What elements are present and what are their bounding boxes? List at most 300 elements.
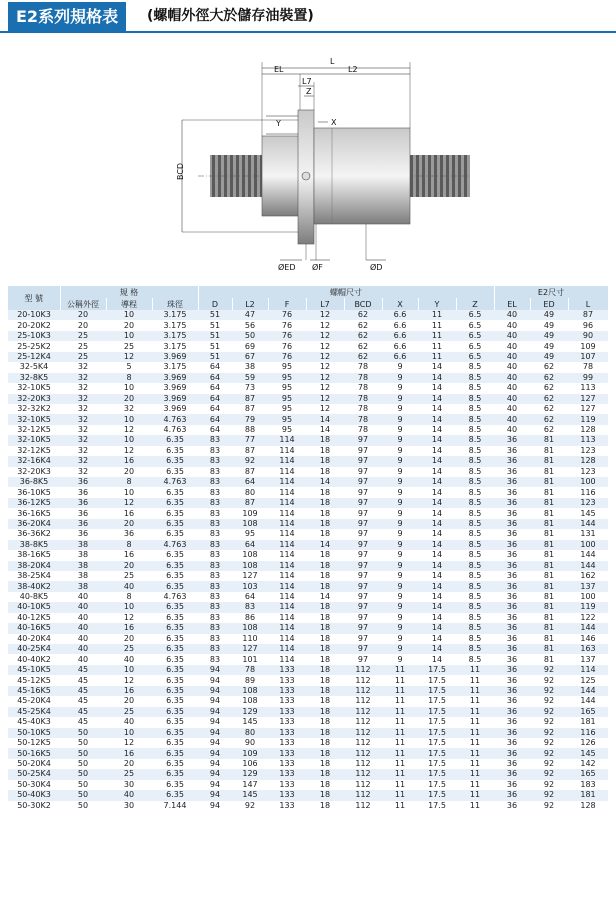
table-cell: 12 <box>106 498 152 508</box>
table-cell: 62 <box>530 394 568 404</box>
table-cell: 16 <box>106 456 152 466</box>
table-cell: 112 <box>344 728 382 738</box>
table-cell: 122 <box>568 613 608 623</box>
table-cell: 94 <box>198 707 232 717</box>
table-cell: 78 <box>344 425 382 435</box>
table-cell: 112 <box>344 665 382 675</box>
table-cell: 97 <box>344 446 382 456</box>
table-cell: 3.175 <box>152 341 198 351</box>
table-cell: 81 <box>530 613 568 623</box>
table-cell: 100 <box>568 540 608 550</box>
table-cell: 83 <box>198 487 232 497</box>
table-cell: 3.175 <box>152 310 198 320</box>
table-cell: 112 <box>344 686 382 696</box>
column-header: 導程 <box>106 298 152 310</box>
table-cell: 40 <box>494 310 530 320</box>
table-cell: 50 <box>60 728 106 738</box>
table-cell: 103 <box>232 581 268 591</box>
table-cell: 17.5 <box>418 728 456 738</box>
table-cell: 36 <box>494 769 530 779</box>
table-cell: 62 <box>530 414 568 424</box>
table-cell: 9 <box>382 487 418 497</box>
table-cell: 114 <box>268 592 306 602</box>
table-cell: 127 <box>232 571 268 581</box>
table-cell: 25 <box>106 571 152 581</box>
table-cell: 83 <box>198 644 232 654</box>
model-cell: 38-25K4 <box>8 571 60 581</box>
column-header: D <box>198 298 232 310</box>
table-cell: 107 <box>568 352 608 362</box>
table-cell: 40 <box>60 623 106 633</box>
table-cell: 8 <box>106 540 152 550</box>
table-cell: 12 <box>306 373 344 383</box>
table-row <box>8 508 608 518</box>
table-cell: 9 <box>382 519 418 529</box>
table-cell: 18 <box>306 759 344 769</box>
table-cell: 56 <box>232 320 268 330</box>
table-cell: 94 <box>198 696 232 706</box>
table-row <box>8 686 608 696</box>
table-cell: 10 <box>106 665 152 675</box>
table-cell: 113 <box>568 435 608 445</box>
table-cell: 6.35 <box>152 634 198 644</box>
table-cell: 6.35 <box>152 728 198 738</box>
table-cell: 12 <box>106 352 152 362</box>
table-cell: 97 <box>344 456 382 466</box>
table-cell: 36 <box>494 477 530 487</box>
table-cell: 14 <box>306 477 344 487</box>
table-cell: 17.5 <box>418 801 456 811</box>
table-cell: 6.35 <box>152 790 198 800</box>
table-cell: 119 <box>568 414 608 424</box>
table-cell: 83 <box>198 519 232 529</box>
table-cell: 64 <box>198 383 232 393</box>
table-cell: 50 <box>60 790 106 800</box>
table-cell: 14 <box>418 425 456 435</box>
table-cell: 112 <box>344 759 382 769</box>
table-cell: 8.5 <box>456 644 494 654</box>
table-cell: 10 <box>106 435 152 445</box>
table-cell: 40 <box>494 341 530 351</box>
table-row <box>8 320 608 330</box>
table-cell: 18 <box>306 571 344 581</box>
table-cell: 145 <box>232 790 268 800</box>
table-cell: 7.144 <box>152 801 198 811</box>
table-cell: 6.35 <box>152 550 198 560</box>
table-cell: 36 <box>494 498 530 508</box>
model-cell: 32-10K5 <box>8 435 60 445</box>
table-cell: 109 <box>232 748 268 758</box>
table-cell: 36 <box>494 446 530 456</box>
table-cell: 112 <box>344 780 382 790</box>
table-cell: 97 <box>344 540 382 550</box>
table-cell: 59 <box>232 373 268 383</box>
model-cell: 40-8K5 <box>8 592 60 602</box>
table-cell: 8.5 <box>456 383 494 393</box>
table-cell: 36 <box>494 529 530 539</box>
table-cell: 108 <box>232 519 268 529</box>
table-row <box>8 414 608 424</box>
table-cell: 32 <box>60 446 106 456</box>
model-cell: 40-10K5 <box>8 602 60 612</box>
label-L7: L7 <box>302 77 312 86</box>
table-cell: 45 <box>60 675 106 685</box>
table-cell: 144 <box>568 519 608 529</box>
table-cell: 83 <box>198 654 232 664</box>
table-cell: 6.5 <box>456 352 494 362</box>
model-cell: 36-8K5 <box>8 477 60 487</box>
table-cell: 92 <box>530 780 568 790</box>
table-cell: 20 <box>60 310 106 320</box>
table-cell: 114 <box>568 665 608 675</box>
table-cell: 112 <box>344 790 382 800</box>
table-cell: 114 <box>268 435 306 445</box>
table-cell: 133 <box>268 696 306 706</box>
table-cell: 12 <box>106 675 152 685</box>
table-cell: 18 <box>306 665 344 675</box>
table-cell: 81 <box>530 550 568 560</box>
model-cell: 50-20K4 <box>8 759 60 769</box>
table-cell: 8.5 <box>456 613 494 623</box>
table-row <box>8 373 608 383</box>
table-cell: 142 <box>568 759 608 769</box>
model-cell: 32-20K3 <box>8 394 60 404</box>
table-cell: 106 <box>232 759 268 769</box>
table-cell: 6.35 <box>152 686 198 696</box>
table-cell: 36 <box>494 613 530 623</box>
table-cell: 17.5 <box>418 780 456 790</box>
table-cell: 116 <box>568 487 608 497</box>
table-cell: 6.35 <box>152 602 198 612</box>
table-cell: 114 <box>268 498 306 508</box>
table-row <box>8 477 608 487</box>
table-cell: 112 <box>344 769 382 779</box>
table-cell: 6.35 <box>152 644 198 654</box>
table-cell: 10 <box>106 310 152 320</box>
label-EL: EL <box>274 65 284 74</box>
column-header: F <box>268 298 306 310</box>
table-cell: 45 <box>60 717 106 727</box>
label-BCD: BCD <box>176 162 185 180</box>
table-cell: 18 <box>306 602 344 612</box>
table-cell: 20 <box>106 561 152 571</box>
table-cell: 114 <box>268 654 306 664</box>
table-cell: 12 <box>106 613 152 623</box>
model-cell: 32-32K2 <box>8 404 60 414</box>
table-cell: 6.35 <box>152 571 198 581</box>
table-cell: 12 <box>306 404 344 414</box>
table-cell: 40 <box>60 613 106 623</box>
table-cell: 114 <box>268 467 306 477</box>
model-cell: 38-40K2 <box>8 581 60 591</box>
table-cell: 4.763 <box>152 477 198 487</box>
table-cell: 25 <box>60 352 106 362</box>
table-cell: 165 <box>568 769 608 779</box>
table-cell: 14 <box>418 550 456 560</box>
table-cell: 36 <box>494 435 530 445</box>
table-body <box>8 310 608 811</box>
table-cell: 128 <box>568 425 608 435</box>
table-cell: 40 <box>60 644 106 654</box>
table-cell: 14 <box>306 540 344 550</box>
table-cell: 83 <box>198 613 232 623</box>
table-cell: 6.35 <box>152 654 198 664</box>
table-cell: 9 <box>382 540 418 550</box>
table-cell: 36 <box>106 529 152 539</box>
table-row <box>8 331 608 341</box>
column-header: ED <box>530 298 568 310</box>
table-cell: 81 <box>530 529 568 539</box>
table-cell: 50 <box>60 769 106 779</box>
table-cell: 12 <box>306 394 344 404</box>
table-cell: 137 <box>568 654 608 664</box>
model-cell: 45-25K4 <box>8 707 60 717</box>
table-cell: 14 <box>418 362 456 372</box>
table-cell: 6.35 <box>152 456 198 466</box>
table-cell: 11 <box>456 665 494 675</box>
table-cell: 6.35 <box>152 675 198 685</box>
model-cell: 25-10K3 <box>8 331 60 341</box>
table-cell: 127 <box>232 644 268 654</box>
label-OD: ØD <box>370 263 383 272</box>
table-cell: 14 <box>418 561 456 571</box>
table-cell: 14 <box>418 634 456 644</box>
table-cell: 36 <box>494 602 530 612</box>
table-cell: 11 <box>382 686 418 696</box>
table-cell: 6.35 <box>152 487 198 497</box>
table-cell: 114 <box>268 477 306 487</box>
table-cell: 145 <box>568 748 608 758</box>
table-cell: 36 <box>494 467 530 477</box>
table-cell: 36 <box>60 487 106 497</box>
table-cell: 18 <box>306 467 344 477</box>
table-cell: 92 <box>232 801 268 811</box>
table-cell: 11 <box>456 738 494 748</box>
table-cell: 81 <box>530 477 568 487</box>
table-cell: 133 <box>268 790 306 800</box>
table-row <box>8 446 608 456</box>
table-cell: 8.5 <box>456 529 494 539</box>
spec-group-header: 規 格 <box>60 286 198 298</box>
table-cell: 94 <box>198 790 232 800</box>
table-cell: 36 <box>494 623 530 633</box>
table-cell: 83 <box>198 446 232 456</box>
table-row <box>8 790 608 800</box>
table-cell: 100 <box>568 477 608 487</box>
table-cell: 133 <box>268 748 306 758</box>
table-cell: 89 <box>232 675 268 685</box>
table-cell: 30 <box>106 801 152 811</box>
model-cell: 50-40K3 <box>8 790 60 800</box>
table-cell: 18 <box>306 519 344 529</box>
table-cell: 87 <box>232 498 268 508</box>
table-cell: 18 <box>306 780 344 790</box>
table-cell: 92 <box>530 707 568 717</box>
table-cell: 18 <box>306 529 344 539</box>
table-cell: 36 <box>494 759 530 769</box>
table-cell: 32 <box>60 373 106 383</box>
table-cell: 83 <box>198 602 232 612</box>
table-row <box>8 561 608 571</box>
table-cell: 17.5 <box>418 790 456 800</box>
table-row <box>8 654 608 664</box>
table-cell: 11 <box>382 675 418 685</box>
table-cell: 9 <box>382 634 418 644</box>
table-cell: 11 <box>456 769 494 779</box>
table-cell: 112 <box>344 801 382 811</box>
table-cell: 14 <box>418 446 456 456</box>
table-cell: 87 <box>232 446 268 456</box>
table-cell: 18 <box>306 738 344 748</box>
table-cell: 36 <box>494 592 530 602</box>
table-row <box>8 456 608 466</box>
table-cell: 108 <box>232 550 268 560</box>
table-cell: 51 <box>198 331 232 341</box>
table-cell: 6.35 <box>152 738 198 748</box>
table-cell: 87 <box>232 394 268 404</box>
model-cell: 36-20K4 <box>8 519 60 529</box>
table-cell: 92 <box>530 717 568 727</box>
table-cell: 114 <box>268 456 306 466</box>
table-cell: 9 <box>382 623 418 633</box>
table-cell: 36 <box>494 654 530 664</box>
table-cell: 36 <box>494 581 530 591</box>
table-cell: 18 <box>306 561 344 571</box>
table-cell: 6.35 <box>152 623 198 633</box>
model-cell: 32-10K5 <box>8 414 60 424</box>
table-cell: 62 <box>530 362 568 372</box>
table-cell: 8.5 <box>456 602 494 612</box>
table-cell: 36 <box>494 487 530 497</box>
table-cell: 114 <box>268 623 306 633</box>
table-cell: 129 <box>232 707 268 717</box>
table-cell: 6.35 <box>152 613 198 623</box>
table-cell: 4.763 <box>152 540 198 550</box>
table-cell: 9 <box>382 581 418 591</box>
model-cell: 36-36K2 <box>8 529 60 539</box>
table-cell: 76 <box>268 310 306 320</box>
table-cell: 6.35 <box>152 508 198 518</box>
table-cell: 8.5 <box>456 498 494 508</box>
table-cell: 183 <box>568 780 608 790</box>
model-cell: 45-12K5 <box>8 675 60 685</box>
table-cell: 18 <box>306 654 344 664</box>
table-cell: 17.5 <box>418 738 456 748</box>
table-cell: 40 <box>60 602 106 612</box>
table-cell: 20 <box>106 519 152 529</box>
table-cell: 36 <box>494 780 530 790</box>
table-cell: 6.5 <box>456 310 494 320</box>
table-cell: 64 <box>198 425 232 435</box>
table-cell: 95 <box>268 414 306 424</box>
table-cell: 6.5 <box>456 331 494 341</box>
table-cell: 8.5 <box>456 362 494 372</box>
table-cell: 12 <box>306 320 344 330</box>
column-header-row <box>8 298 608 310</box>
table-cell: 95 <box>268 383 306 393</box>
table-cell: 62 <box>530 383 568 393</box>
table-cell: 97 <box>344 634 382 644</box>
table-cell: 12 <box>306 383 344 393</box>
table-cell: 133 <box>268 759 306 769</box>
table-cell: 11 <box>456 686 494 696</box>
table-cell: 18 <box>306 446 344 456</box>
table-cell: 125 <box>568 675 608 685</box>
table-cell: 14 <box>418 581 456 591</box>
table-cell: 11 <box>418 320 456 330</box>
table-cell: 92 <box>530 738 568 748</box>
table-cell: 20 <box>60 320 106 330</box>
table-cell: 69 <box>232 341 268 351</box>
table-cell: 114 <box>268 613 306 623</box>
table-cell: 18 <box>306 675 344 685</box>
table-row <box>8 707 608 717</box>
table-cell: 83 <box>198 550 232 560</box>
table-cell: 133 <box>268 717 306 727</box>
table-cell: 97 <box>344 602 382 612</box>
table-cell: 6.35 <box>152 467 198 477</box>
table-cell: 6.6 <box>382 331 418 341</box>
table-cell: 40 <box>106 790 152 800</box>
table-cell: 9 <box>382 508 418 518</box>
table-cell: 10 <box>106 331 152 341</box>
table-cell: 108 <box>232 686 268 696</box>
table-cell: 81 <box>530 592 568 602</box>
table-cell: 11 <box>456 728 494 738</box>
table-row <box>8 644 608 654</box>
table-cell: 11 <box>382 728 418 738</box>
table-cell: 83 <box>198 561 232 571</box>
table-cell: 114 <box>268 487 306 497</box>
table-cell: 8.5 <box>456 561 494 571</box>
table-cell: 36 <box>494 571 530 581</box>
table-row <box>8 310 608 320</box>
table-cell: 94 <box>198 717 232 727</box>
table-cell: 123 <box>568 467 608 477</box>
label-Y: Y <box>276 119 281 128</box>
table-cell: 8.5 <box>456 373 494 383</box>
table-cell: 99 <box>568 373 608 383</box>
table-cell: 10 <box>106 487 152 497</box>
table-cell: 14 <box>418 613 456 623</box>
table-cell: 8 <box>106 477 152 487</box>
table-cell: 8.5 <box>456 456 494 466</box>
label-L: L <box>330 57 335 66</box>
model-cell: 50-30K2 <box>8 801 60 811</box>
table-cell: 32 <box>60 414 106 424</box>
column-header: L7 <box>306 298 344 310</box>
table-cell: 45 <box>60 665 106 675</box>
table-cell: 81 <box>530 623 568 633</box>
table-cell: 32 <box>106 404 152 414</box>
table-cell: 18 <box>306 435 344 445</box>
table-cell: 8.5 <box>456 467 494 477</box>
page-title: E2系列規格表 <box>8 2 126 31</box>
table-cell: 6.35 <box>152 759 198 769</box>
table-row <box>8 435 608 445</box>
table-cell: 8.5 <box>456 435 494 445</box>
table-cell: 109 <box>568 341 608 351</box>
table-cell: 36 <box>494 456 530 466</box>
table-cell: 8.5 <box>456 519 494 529</box>
table-cell: 11 <box>382 696 418 706</box>
table-cell: 81 <box>530 644 568 654</box>
table-row <box>8 602 608 612</box>
table-cell: 10 <box>106 602 152 612</box>
table-cell: 16 <box>106 748 152 758</box>
table-cell: 18 <box>306 634 344 644</box>
table-cell: 9 <box>382 373 418 383</box>
